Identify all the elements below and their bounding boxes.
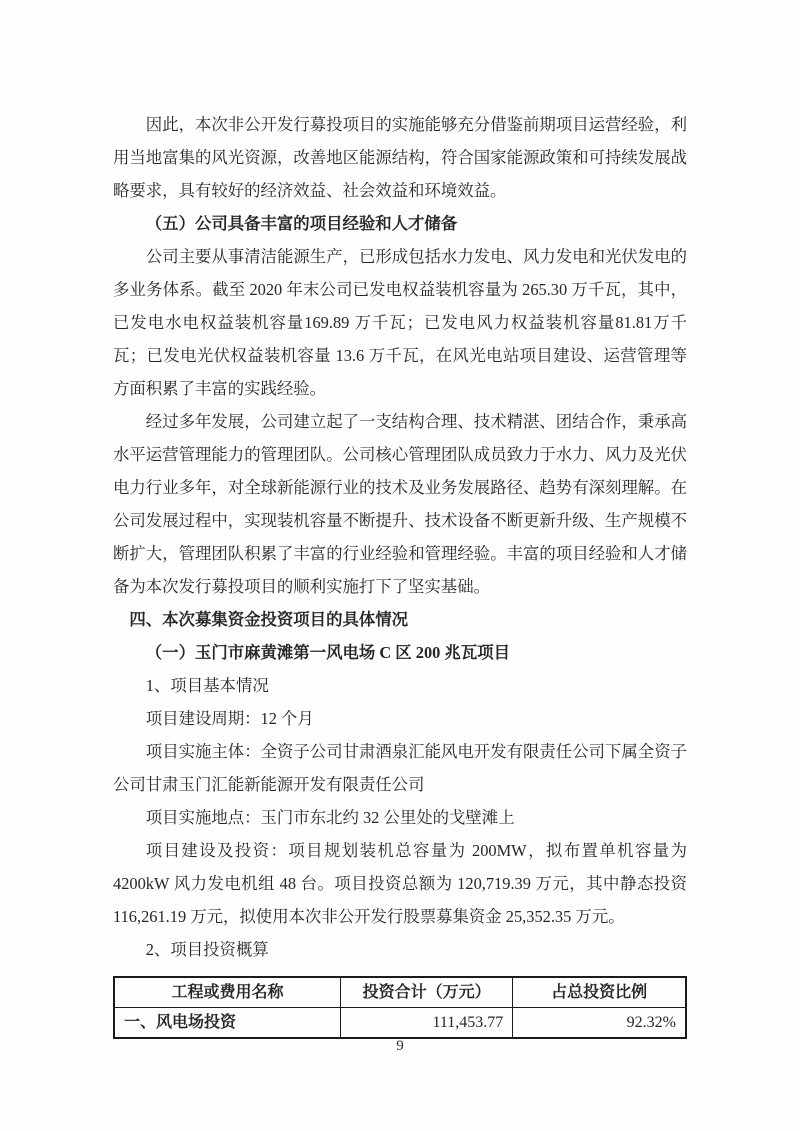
sub-heading-investment-estimate: 2、项目投资概算	[145, 940, 269, 959]
line-build-period: 项目建设周期：12 个月	[145, 709, 314, 728]
paragraph-intro: 因此，本次非公开发行募投项目的实施能够充分借鉴前期项目运营经验，利用当地富集的风光资源，改善地区能源结构，符合国家能源政策和可持续发展战略要求，具有较好的经济效益、社会效益和环境效益。	[113, 115, 687, 200]
table-header-project-name: 工程或费用名称	[114, 977, 341, 1008]
table-row	[114, 1008, 686, 1039]
investment-estimate-table	[113, 976, 687, 1039]
heading-section-4: 四、本次募集资金投资项目的具体情况	[129, 610, 409, 629]
table-header-investment-total: 投资合计（万元）	[341, 977, 513, 1008]
heading-section-5: （五）公司具备丰富的项目经验和人才储备	[145, 214, 458, 233]
table-cell-investment-total: 111,453.77	[341, 1008, 513, 1039]
paragraph-management-team: 经过多年发展，公司建立起了一支结构合理、技术精湛、团结合作，秉承高水平运营管理能力的管理团队。公司核心管理团队成员致力于水力、风力及光伏电力行业多年，对全球新能源行业的技术及业务发展路径、趋势有深刻理解。在公司发展过程中，实现装机容量不断提升、技术设备不断更新升级、生产规模不断扩大，管理团队积累了丰富的行业经验和管理经验。丰富的项目经验和人才储备为本次发行募投项目的顺利实施打下了坚实基础。	[113, 412, 687, 596]
line-project-location: 项目实施地点：玉门市东北约 32 公里处的戈壁滩上	[145, 808, 515, 827]
paragraph-construction-investment: 项目建设及投资：项目规划装机总容量为 200MW，拟布置单机容量为4200kW 风力发电机组 48 台。项目投资总额为 120,719.39 万元，其中静态投资116,261.19 万元，拟使用本次非公开发行股票募集资金 25,352.35 万元。	[113, 841, 687, 926]
page-number: 9	[396, 1038, 404, 1054]
heading-project-1: （一）玉门市麻黄滩第一风电场 C 区 200 兆瓦项目	[145, 643, 511, 662]
table-cell-project-name: 一、风电场投资	[114, 1008, 341, 1039]
table-header-row	[114, 977, 686, 1008]
line-implementing-entity: 项目实施主体：全资子公司甘肃酒泉汇能风电开发有限责任公司下属全资子公司甘肃玉门汇能新能源开发有限责任公司	[113, 742, 687, 794]
paragraph-business-overview: 公司主要从事清洁能源生产，已形成包括水力发电、风力发电和光伏发电的多业务体系。截至 2020 年末公司已发电权益装机容量为 265.30 万千瓦，其中，已发电水电权益装机容量169.89 万千瓦；已发电风力权益装机容量81.81万千瓦；已发电光伏权益装机容量 13.6 万千瓦，在风光电站项目建设、运营管理等方面积累了丰富的实践经验。	[113, 247, 687, 398]
table-cell-investment-ratio: 92.32%	[513, 1008, 686, 1039]
sub-heading-project-basics: 1、项目基本情况	[145, 676, 269, 695]
document-content	[113, 108, 687, 1039]
table-header-investment-ratio: 占总投资比例	[513, 977, 686, 1008]
